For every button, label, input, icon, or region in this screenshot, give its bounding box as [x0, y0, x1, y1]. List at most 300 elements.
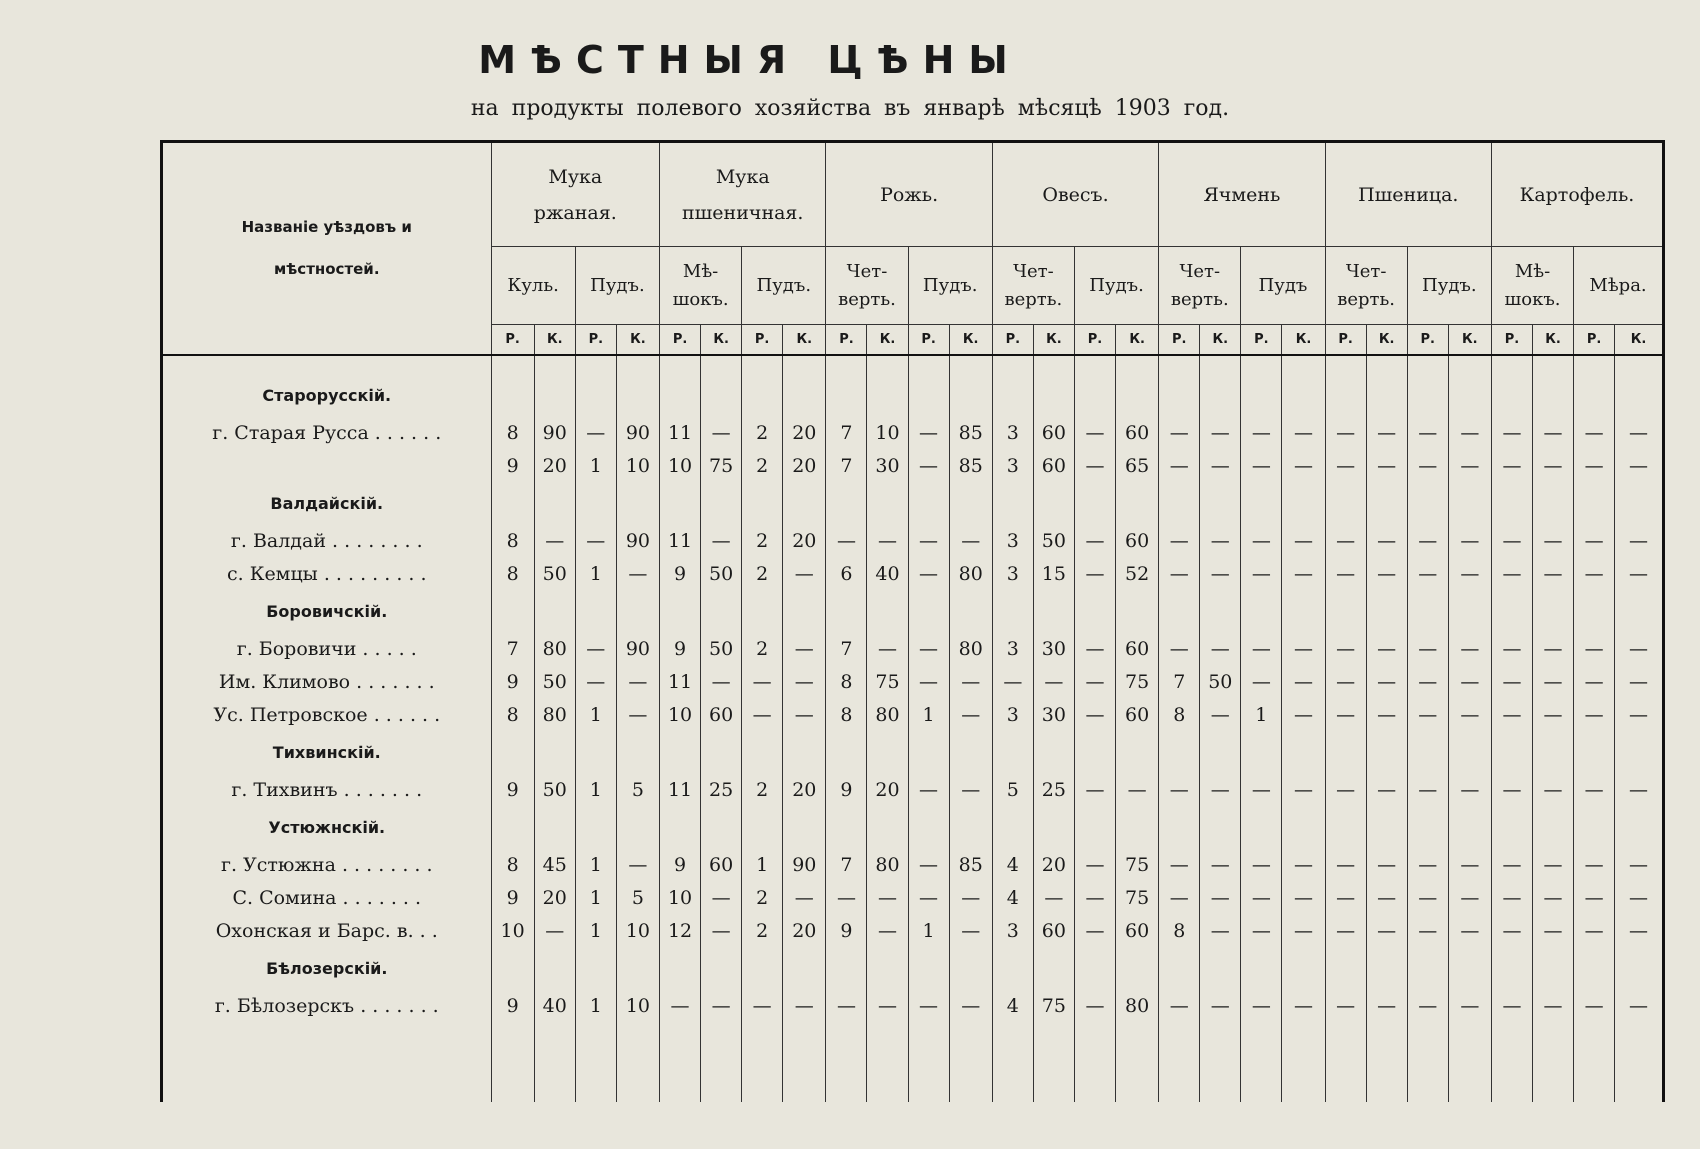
empty-cell — [491, 591, 534, 633]
price-kopecks: 60 — [1033, 417, 1074, 450]
price-kopecks: — — [1366, 774, 1407, 807]
spacer — [1115, 355, 1158, 375]
empty-cell — [1407, 483, 1448, 525]
empty-cell — [1448, 483, 1491, 525]
empty-cell — [908, 807, 949, 849]
empty-cell — [1282, 591, 1325, 633]
price-rubles: 1 — [742, 849, 783, 882]
empty-cell — [1282, 483, 1325, 525]
empty-cell — [1200, 483, 1241, 525]
district-name: Устюжнскій. — [162, 807, 492, 849]
price-rubles: 2 — [742, 525, 783, 558]
empty-cell — [992, 807, 1033, 849]
filler — [575, 1023, 616, 1103]
price-kopecks: — — [1033, 882, 1074, 915]
empty-cell — [575, 483, 616, 525]
price-rubles: 3 — [992, 525, 1033, 558]
price-kopecks: — — [1533, 450, 1574, 483]
header-rubles: Р. — [1074, 325, 1115, 355]
empty-cell — [826, 375, 867, 417]
price-kopecks: — — [867, 882, 908, 915]
empty-cell — [742, 375, 783, 417]
empty-cell — [1115, 948, 1158, 990]
price-rubles: 10 — [660, 450, 701, 483]
empty-cell — [660, 591, 701, 633]
empty-cell — [1159, 483, 1200, 525]
price-kopecks: — — [701, 990, 742, 1023]
empty-cell — [783, 375, 826, 417]
price-rubles: 1 — [575, 882, 616, 915]
empty-cell — [1074, 948, 1115, 990]
price-rubles: — — [1407, 882, 1448, 915]
price-rubles: — — [908, 774, 949, 807]
header-unit — [660, 247, 742, 325]
price-rubles: 8 — [491, 558, 534, 591]
price-rubles: 2 — [742, 915, 783, 948]
empty-cell — [742, 732, 783, 774]
price-kopecks: — — [1282, 666, 1325, 699]
empty-cell — [1159, 375, 1200, 417]
price-kopecks: — — [1282, 699, 1325, 732]
empty-cell — [1366, 807, 1407, 849]
empty-cell — [575, 732, 616, 774]
price-rubles: — — [908, 558, 949, 591]
empty-cell — [1200, 375, 1241, 417]
empty-cell — [534, 591, 575, 633]
empty-cell — [1033, 375, 1074, 417]
price-rubles: 1 — [908, 699, 949, 732]
place-name: с. Кемцы . . . . . . . . . — [162, 558, 492, 591]
district-name: Валдайскій. — [162, 483, 492, 525]
price-rubles: 10 — [660, 699, 701, 732]
price-rubles: 9 — [491, 450, 534, 483]
empty-cell — [1407, 375, 1448, 417]
header-unit — [1407, 247, 1491, 325]
price-rubles: — — [1074, 558, 1115, 591]
price-kopecks: 90 — [616, 633, 659, 666]
price-kopecks: 80 — [867, 849, 908, 882]
price-rubles: 9 — [660, 558, 701, 591]
spacer — [701, 355, 742, 375]
price-kopecks: — — [1615, 699, 1664, 732]
empty-cell — [826, 732, 867, 774]
price-kopecks: 60 — [1033, 450, 1074, 483]
price-kopecks: — — [1615, 666, 1664, 699]
price-rubles: — — [1491, 849, 1532, 882]
price-kopecks: — — [1200, 990, 1241, 1023]
price-rubles: — — [1074, 849, 1115, 882]
empty-cell — [1491, 375, 1532, 417]
price-kopecks: — — [1615, 633, 1664, 666]
price-kopecks: — — [1366, 633, 1407, 666]
price-rubles: — — [908, 882, 949, 915]
price-rubles: 9 — [491, 774, 534, 807]
place-name: С. Сомина . . . . . . . — [162, 882, 492, 915]
empty-cell — [491, 807, 534, 849]
spacer — [1074, 355, 1115, 375]
price-kopecks: — — [701, 882, 742, 915]
place-name: Им. Климово . . . . . . . — [162, 666, 492, 699]
empty-cell — [660, 732, 701, 774]
empty-cell — [1241, 807, 1282, 849]
filler — [1615, 1023, 1664, 1103]
empty-cell — [783, 732, 826, 774]
price-rubles: — — [660, 990, 701, 1023]
price-rubles: — — [1074, 774, 1115, 807]
empty-cell — [575, 375, 616, 417]
price-kopecks: — — [1366, 990, 1407, 1023]
price-kopecks: 20 — [867, 774, 908, 807]
empty-cell — [1533, 591, 1574, 633]
price-kopecks: — — [1533, 699, 1574, 732]
filler — [1033, 1023, 1074, 1103]
empty-cell — [701, 483, 742, 525]
spacer — [575, 355, 616, 375]
price-rubles: — — [1407, 990, 1448, 1023]
spacer — [534, 355, 575, 375]
filler — [1448, 1023, 1491, 1103]
empty-cell — [660, 807, 701, 849]
price-rubles: — — [1574, 417, 1615, 450]
price-kopecks: — — [1615, 525, 1664, 558]
price-kopecks: 90 — [616, 525, 659, 558]
header-kopecks: К. — [1615, 325, 1664, 355]
empty-cell — [1033, 483, 1074, 525]
empty-cell — [1115, 807, 1158, 849]
empty-cell — [1200, 732, 1241, 774]
district-name: Тихвинскій. — [162, 732, 492, 774]
price-rubles: — — [1325, 882, 1366, 915]
price-kopecks: 60 — [1115, 417, 1158, 450]
price-rubles: — — [908, 417, 949, 450]
price-rubles: — — [1407, 417, 1448, 450]
empty-cell — [534, 732, 575, 774]
price-rubles: — — [1241, 525, 1282, 558]
price-kopecks: 15 — [1033, 558, 1074, 591]
price-rubles: — — [1241, 990, 1282, 1023]
filler — [1407, 1023, 1448, 1103]
header-rubles: Р. — [742, 325, 783, 355]
price-rubles: — — [742, 699, 783, 732]
header-unit-label: Пудъ. — [756, 274, 812, 296]
price-kopecks: — — [1615, 774, 1664, 807]
header-rubles: Р. — [1325, 325, 1366, 355]
spacer — [616, 355, 659, 375]
empty-cell — [1448, 948, 1491, 990]
place-name: г. Валдай . . . . . . . . — [162, 525, 492, 558]
price-kopecks: 10 — [867, 417, 908, 450]
price-kopecks: 10 — [616, 450, 659, 483]
empty-cell — [1282, 807, 1325, 849]
price-rubles: 7 — [826, 633, 867, 666]
filler — [534, 1023, 575, 1103]
header-group-label: Овесъ. — [1042, 183, 1109, 206]
empty-cell — [1533, 807, 1574, 849]
empty-cell — [1325, 483, 1366, 525]
price-rubles: — — [1325, 417, 1366, 450]
header-unit — [1074, 247, 1158, 325]
price-rubles: 3 — [992, 450, 1033, 483]
price-rubles: 11 — [660, 666, 701, 699]
price-kopecks: 40 — [867, 558, 908, 591]
price-rubles: 1 — [575, 915, 616, 948]
price-rubles: — — [1491, 666, 1532, 699]
empty-cell — [1282, 948, 1325, 990]
header-group — [491, 142, 660, 247]
empty-cell — [1159, 591, 1200, 633]
empty-cell — [534, 375, 575, 417]
price-kopecks: 80 — [534, 699, 575, 732]
price-kopecks: 30 — [1033, 699, 1074, 732]
price-kopecks: 30 — [867, 450, 908, 483]
price-rubles: 2 — [742, 774, 783, 807]
empty-cell — [1574, 375, 1615, 417]
header-unit-label: Чет- верть. — [1170, 260, 1229, 310]
empty-cell — [1241, 591, 1282, 633]
price-rubles: 2 — [742, 450, 783, 483]
empty-cell — [1615, 375, 1664, 417]
price-kopecks: 90 — [534, 417, 575, 450]
empty-cell — [616, 948, 659, 990]
price-kopecks: 85 — [949, 417, 992, 450]
price-rubles: — — [1241, 633, 1282, 666]
spacer — [826, 355, 867, 375]
price-kopecks: 50 — [534, 666, 575, 699]
price-rubles: — — [1491, 699, 1532, 732]
empty-cell — [1574, 948, 1615, 990]
empty-cell — [1533, 375, 1574, 417]
price-kopecks: — — [1448, 774, 1491, 807]
price-rubles: — — [1241, 417, 1282, 450]
empty-cell — [534, 948, 575, 990]
empty-cell — [908, 375, 949, 417]
price-rubles: — — [1241, 915, 1282, 948]
price-kopecks: — — [867, 633, 908, 666]
spacer — [742, 355, 783, 375]
header-kopecks: К. — [1115, 325, 1158, 355]
empty-cell — [742, 807, 783, 849]
price-kopecks: — — [1366, 558, 1407, 591]
price-rubles: 7 — [826, 849, 867, 882]
price-kopecks: — — [1533, 666, 1574, 699]
price-rubles: — — [1491, 633, 1532, 666]
empty-cell — [783, 591, 826, 633]
place-name: г. Старая Русса . . . . . . — [162, 417, 492, 450]
price-kopecks: 85 — [949, 450, 992, 483]
empty-cell — [1448, 375, 1491, 417]
price-rubles: — — [1407, 450, 1448, 483]
price-kopecks: 20 — [534, 882, 575, 915]
empty-cell — [1491, 948, 1532, 990]
spacer — [660, 355, 701, 375]
price-rubles: 9 — [491, 666, 534, 699]
price-rubles: 8 — [826, 699, 867, 732]
price-kopecks: 10 — [616, 990, 659, 1023]
empty-cell — [867, 807, 908, 849]
price-rubles: — — [826, 990, 867, 1023]
price-rubles: — — [1159, 990, 1200, 1023]
price-kopecks: — — [616, 666, 659, 699]
header-unit — [1574, 247, 1664, 325]
header-unit-label: Мѣ- шокъ. — [672, 260, 729, 310]
empty-cell — [1574, 483, 1615, 525]
price-kopecks: — — [867, 915, 908, 948]
empty-cell — [826, 948, 867, 990]
spacer — [867, 355, 908, 375]
price-rubles: — — [1407, 666, 1448, 699]
empty-cell — [867, 483, 908, 525]
price-rubles: 1 — [908, 915, 949, 948]
empty-cell — [616, 483, 659, 525]
price-rubles: — — [826, 882, 867, 915]
filler — [660, 1023, 701, 1103]
filler — [1115, 1023, 1158, 1103]
page-subtitle: на продукты полевого хозяйства въ январѣ мѣсяцѣ 1903 год. — [470, 96, 1230, 121]
price-kopecks: 45 — [534, 849, 575, 882]
price-kopecks: — — [1366, 450, 1407, 483]
empty-cell — [783, 948, 826, 990]
empty-cell — [1241, 948, 1282, 990]
empty-cell — [1325, 948, 1366, 990]
header-kopecks: К. — [1366, 325, 1407, 355]
empty-cell — [992, 483, 1033, 525]
spacer — [1200, 355, 1241, 375]
price-kopecks: 80 — [949, 558, 992, 591]
price-rubles: — — [575, 633, 616, 666]
price-kopecks: — — [783, 558, 826, 591]
empty-cell — [701, 807, 742, 849]
price-kopecks: — — [949, 882, 992, 915]
price-rubles: — — [1074, 915, 1115, 948]
header-group-label: Мука пшеничная. — [681, 165, 804, 224]
price-kopecks: 5 — [616, 882, 659, 915]
empty-cell — [1115, 732, 1158, 774]
header-kopecks: К. — [701, 325, 742, 355]
price-rubles: 9 — [660, 633, 701, 666]
price-kopecks: — — [701, 915, 742, 948]
price-kopecks: — — [1533, 915, 1574, 948]
price-rubles: — — [1407, 558, 1448, 591]
price-rubles: — — [1407, 774, 1448, 807]
empty-cell — [742, 591, 783, 633]
filler — [1325, 1023, 1366, 1103]
spacer — [1282, 355, 1325, 375]
price-rubles: — — [1074, 990, 1115, 1023]
empty-cell — [1325, 807, 1366, 849]
header-unit — [908, 247, 992, 325]
price-kopecks: — — [1615, 450, 1664, 483]
price-kopecks: 80 — [867, 699, 908, 732]
price-rubles: 2 — [742, 633, 783, 666]
empty-cell — [1491, 591, 1532, 633]
header-unit — [1159, 247, 1241, 325]
price-kopecks: — — [1448, 417, 1491, 450]
price-kopecks: — — [1533, 417, 1574, 450]
price-kopecks: — — [1533, 882, 1574, 915]
empty-cell — [491, 732, 534, 774]
empty-cell — [1074, 375, 1115, 417]
price-rubles: — — [1325, 525, 1366, 558]
price-rubles: — — [1325, 849, 1366, 882]
filler — [1491, 1023, 1532, 1103]
price-kopecks: — — [1282, 882, 1325, 915]
price-rubles: — — [1074, 666, 1115, 699]
price-kopecks: — — [949, 990, 992, 1023]
price-rubles: — — [1491, 915, 1532, 948]
header-rubles: Р. — [1407, 325, 1448, 355]
header-unit-label: Пудъ. — [590, 274, 645, 296]
empty-cell — [1615, 591, 1664, 633]
price-kopecks: 50 — [534, 558, 575, 591]
price-rubles: 1 — [575, 699, 616, 732]
price-kopecks: 75 — [1033, 990, 1074, 1023]
spacer — [783, 355, 826, 375]
empty-cell — [491, 483, 534, 525]
filler — [1574, 1023, 1615, 1103]
price-kopecks: — — [1366, 525, 1407, 558]
empty-cell — [949, 483, 992, 525]
header-unit-label: Мѣ- шокъ. — [1504, 260, 1561, 310]
header-kopecks: К. — [616, 325, 659, 355]
empty-cell — [660, 948, 701, 990]
price-kopecks: — — [1615, 849, 1664, 882]
price-rubles: 12 — [660, 915, 701, 948]
price-kopecks: — — [1533, 990, 1574, 1023]
price-kopecks: — — [1366, 849, 1407, 882]
price-rubles: — — [1159, 558, 1200, 591]
price-kopecks: 50 — [701, 558, 742, 591]
filler — [1159, 1023, 1200, 1103]
empty-cell — [701, 732, 742, 774]
price-rubles: — — [1241, 774, 1282, 807]
spacer — [1407, 355, 1448, 375]
empty-cell — [1241, 483, 1282, 525]
header-group — [660, 142, 826, 247]
header-rubles: Р. — [491, 325, 534, 355]
price-kopecks: — — [1200, 774, 1241, 807]
price-kopecks: — — [1448, 666, 1491, 699]
price-kopecks: — — [949, 774, 992, 807]
price-rubles: — — [1407, 915, 1448, 948]
price-kopecks: — — [616, 849, 659, 882]
price-rubles: — — [1159, 417, 1200, 450]
spacer — [1491, 355, 1532, 375]
empty-cell — [575, 591, 616, 633]
empty-cell — [1448, 732, 1491, 774]
price-rubles: — — [1074, 450, 1115, 483]
price-rubles: 8 — [1159, 699, 1200, 732]
empty-cell — [867, 591, 908, 633]
empty-cell — [908, 948, 949, 990]
price-kopecks: 80 — [1115, 990, 1158, 1023]
empty-cell — [1115, 375, 1158, 417]
price-kopecks: — — [949, 525, 992, 558]
header-rubles: Р. — [908, 325, 949, 355]
price-rubles: — — [1325, 633, 1366, 666]
filler — [1282, 1023, 1325, 1103]
empty-cell — [1241, 375, 1282, 417]
filler — [949, 1023, 992, 1103]
price-rubles: 4 — [992, 849, 1033, 882]
header-group-label: Рожь. — [880, 183, 939, 206]
price-rubles: — — [575, 666, 616, 699]
price-kopecks: — — [1366, 699, 1407, 732]
price-rubles: — — [1241, 882, 1282, 915]
empty-cell — [1491, 732, 1532, 774]
price-rubles: 3 — [992, 633, 1033, 666]
price-kopecks: — — [1282, 525, 1325, 558]
price-kopecks: 60 — [1115, 915, 1158, 948]
